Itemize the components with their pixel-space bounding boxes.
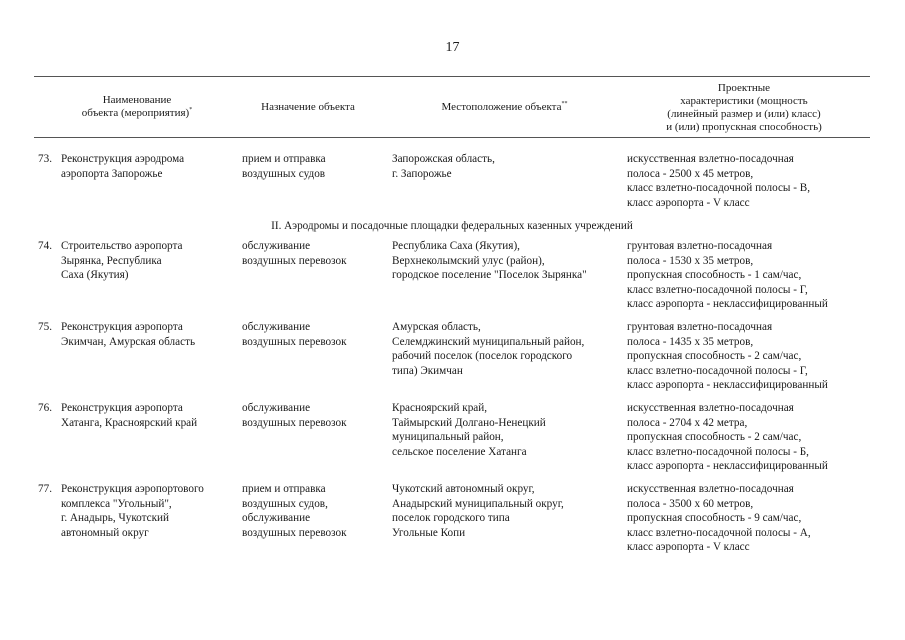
section-title: II. Аэродромы и посадочные площадки федеральных казенных учреждений xyxy=(271,220,633,232)
header-col-specs xyxy=(618,82,870,134)
row-specs: искусственная взлетно-посадочная полоса - 2704 x 42 метра, пропускная способность - 2 сам/час, класс взлетно-посадочной полосы - Б, класс аэропорта - неклассифицированный xyxy=(627,402,828,473)
header-col-specs-line: и (или) пропускная способность) xyxy=(666,121,822,133)
row-purpose: обслуживание воздушных перевозок xyxy=(242,321,347,348)
header-col-specs-line: характеристики (мощность xyxy=(680,95,808,107)
row-number: 77. xyxy=(38,483,52,495)
row-location: Запорожская область, г. Запорожье xyxy=(392,153,495,180)
row-location: Республика Саха (Якутия), Верхнеколымский улус (район), городское поселение "Поселок Зырянка" xyxy=(392,240,587,282)
row-number: 74. xyxy=(38,240,52,252)
row-specs: искусственная взлетно-посадочная полоса - 3500 x 60 метров, пропускная способность - 9 сам/час, класс взлетно-посадочной полосы - А, класс аэропорта - V класс xyxy=(627,483,811,554)
row-number: 73. xyxy=(38,153,52,165)
footnote-mark: * xyxy=(189,107,193,113)
header-top-rule xyxy=(34,76,870,77)
header-col-name-line: объекта (мероприятия) xyxy=(81,107,190,119)
row-name: Реконструкция аэропорта Экимчан, Амурская область xyxy=(61,321,196,348)
header-col-specs-line: (линейный размер и (или) класс) xyxy=(667,108,821,120)
header-col-location-text: Местоположение объекта xyxy=(441,101,562,113)
header-col-specs-line: Проектные xyxy=(717,82,771,94)
row-name: Реконструкция аэропорта Хатанга, Красноярский край xyxy=(61,402,198,429)
row-number: 76. xyxy=(38,402,52,414)
row-purpose: прием и отправка воздушных судов xyxy=(242,153,326,180)
header-col-purpose: Назначение объекта xyxy=(261,101,355,113)
row-specs: искусственная взлетно-посадочная полоса - 2500 x 45 метров, класс взлетно-посадочной полосы - В, класс аэропорта - V класс xyxy=(627,153,811,209)
row-name: Строительство аэропорта Зырянка, Республика Саха (Якутия) xyxy=(61,240,183,282)
header-col-name xyxy=(52,94,222,120)
header-col-location xyxy=(392,101,617,114)
page-number: 17 xyxy=(445,40,460,55)
row-location: Чукотский автономный округ, Анадырский муниципальный округ, поселок городского типа Угольные Копи xyxy=(392,483,564,539)
row-purpose: обслуживание воздушных перевозок xyxy=(242,402,347,429)
row-name: Реконструкция аэропортового комплекса "Угольный", г. Анадырь, Чукотский автономный округ xyxy=(61,483,204,539)
header-col-name-line: Наименование xyxy=(102,94,172,106)
row-specs: грунтовая взлетно-посадочная полоса - 1435 x 35 метров, пропускная способность - 2 сам/час, класс взлетно-посадочной полосы - Г, класс аэропорта - неклассифицированный xyxy=(627,321,828,392)
row-purpose: обслуживание воздушных перевозок xyxy=(242,240,347,267)
row-name: Реконструкция аэродрома аэропорта Запорожье xyxy=(61,153,185,180)
row-specs: грунтовая взлетно-посадочная полоса - 1530 x 35 метров, пропускная способность - 1 сам/час, класс взлетно-посадочной полосы - Г, класс аэропорта - неклассифицированный xyxy=(627,240,828,311)
row-purpose: прием и отправка воздушных судов, обслуживание воздушных перевозок xyxy=(242,483,347,539)
row-location: Амурская область, Селемджинский муниципальный район, рабочий поселок (поселок городского типа) Экимчан xyxy=(392,321,585,377)
row-location: Красноярский край, Таймырский Долгано-Ненецкий муниципальный район, сельское поселение Хатанга xyxy=(392,402,546,458)
header-bottom-rule xyxy=(34,137,870,138)
row-number: 75. xyxy=(38,321,52,333)
footnote-mark: ** xyxy=(561,101,568,107)
